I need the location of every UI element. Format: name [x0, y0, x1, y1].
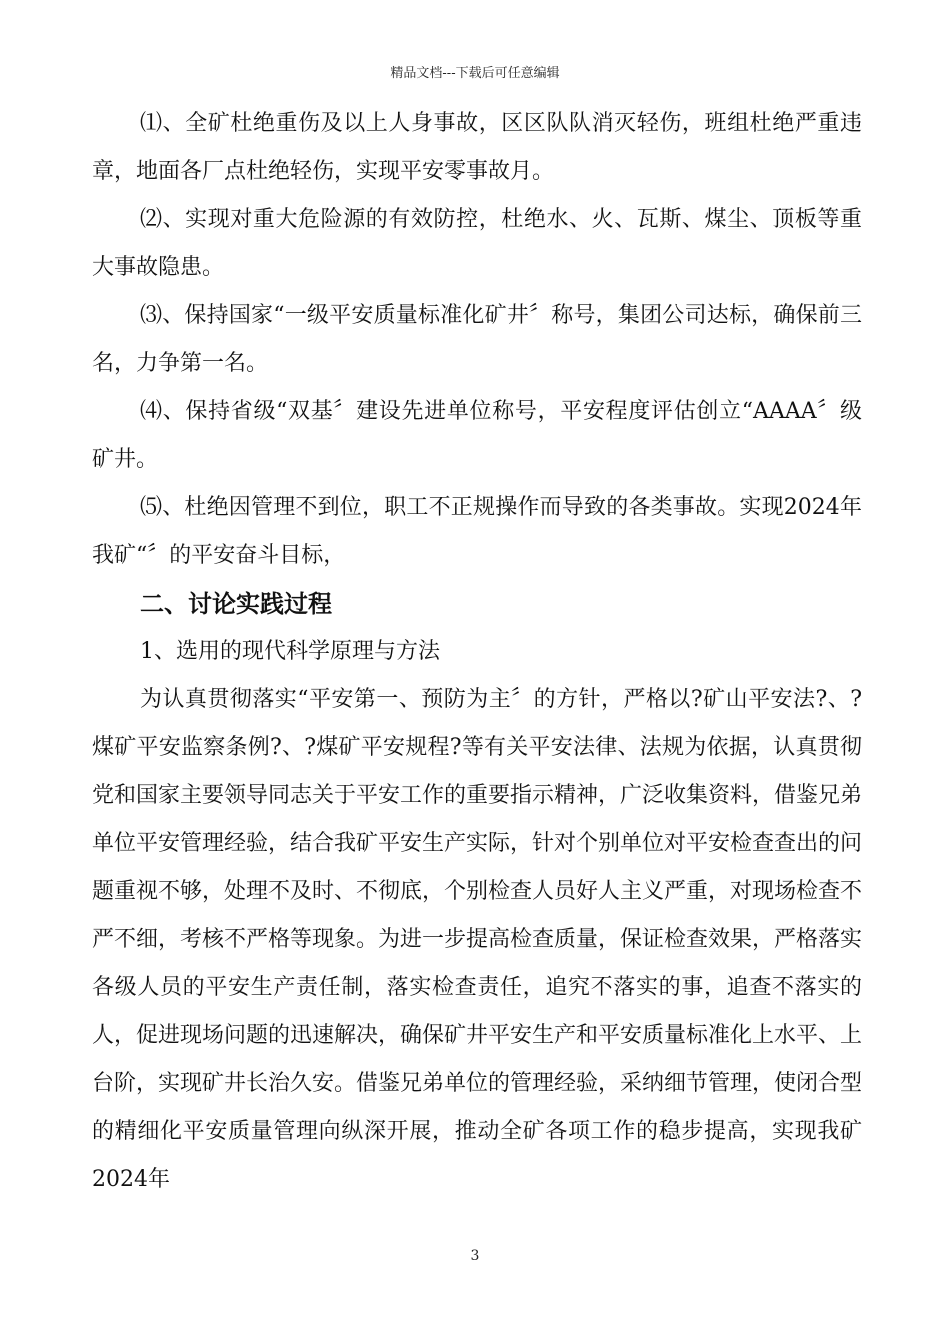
goal-item-3: ⑶、保持国家“一级平安质量标准化矿井〞称号，集团公司达标，确保前三名，力争第一名。	[92, 303, 862, 376]
page-number: 3	[470, 1248, 480, 1264]
goal-item-2: ⑵、实现对重大危险源的有效防控，杜绝水、火、瓦斯、煤尘、顶板等重大事故隐患。	[92, 207, 862, 280]
section-heading: 二、讨论实践过程	[140, 590, 332, 618]
page-header: 精品文档---下载后可任意编辑	[390, 66, 560, 81]
goal-item-1: ⑴、全矿杜绝重伤及以上人身事故，区区队队消灭轻伤，班组杜绝严重违章，地面各厂点杜绝轻伤，实现平安零事故月。	[92, 111, 862, 184]
document-body	[92, 100, 862, 1204]
subsection-heading: 1、选用的现代科学原理与方法	[140, 639, 440, 664]
goal-item-4: ⑷、保持省级“双基〞建设先进单位称号，平安程度评估创立“AAAA〞级矿井。	[92, 399, 862, 472]
goal-item-5: ⑸、杜绝因管理不到位，职工不正规操作而导致的各类事故。实现2024年我矿“〞的平安奋斗目标，	[92, 495, 862, 568]
body-paragraph: 为认真贯彻落实“平安第一、预防为主〞的方针，严格以?矿山平安法?、?煤矿平安监察条例?、?煤矿平安规程?等有关平安法律、法规为依据，认真贯彻党和国家主要领导同志关于平安工作的重要指示精神，广泛收集资料，借鉴兄弟单位平安管理经验，结合我矿平安生产实际，针对个别单位对平安检查查出的问题重视不够，处理不及时、不彻底，个别检查人员好人主义严重，对现场检查不严不细，考核不严格等现象。为进一步提高检查质量，保证检查效果，严格落实各级人员的平安生产责任制，落实检查责任，追究不落实的事，追查不落实的人，促进现场问题的迅速解决，确保矿井平安生产和平安质量标准化上水平、上台阶，实现矿井长治久安。借鉴兄弟单位的管理经验，采纳细节管理，使闭合型的精细化平安质量管理向纵深开展，推动全矿各项工作的稳步提高，实现我矿2024年	[92, 687, 863, 1192]
